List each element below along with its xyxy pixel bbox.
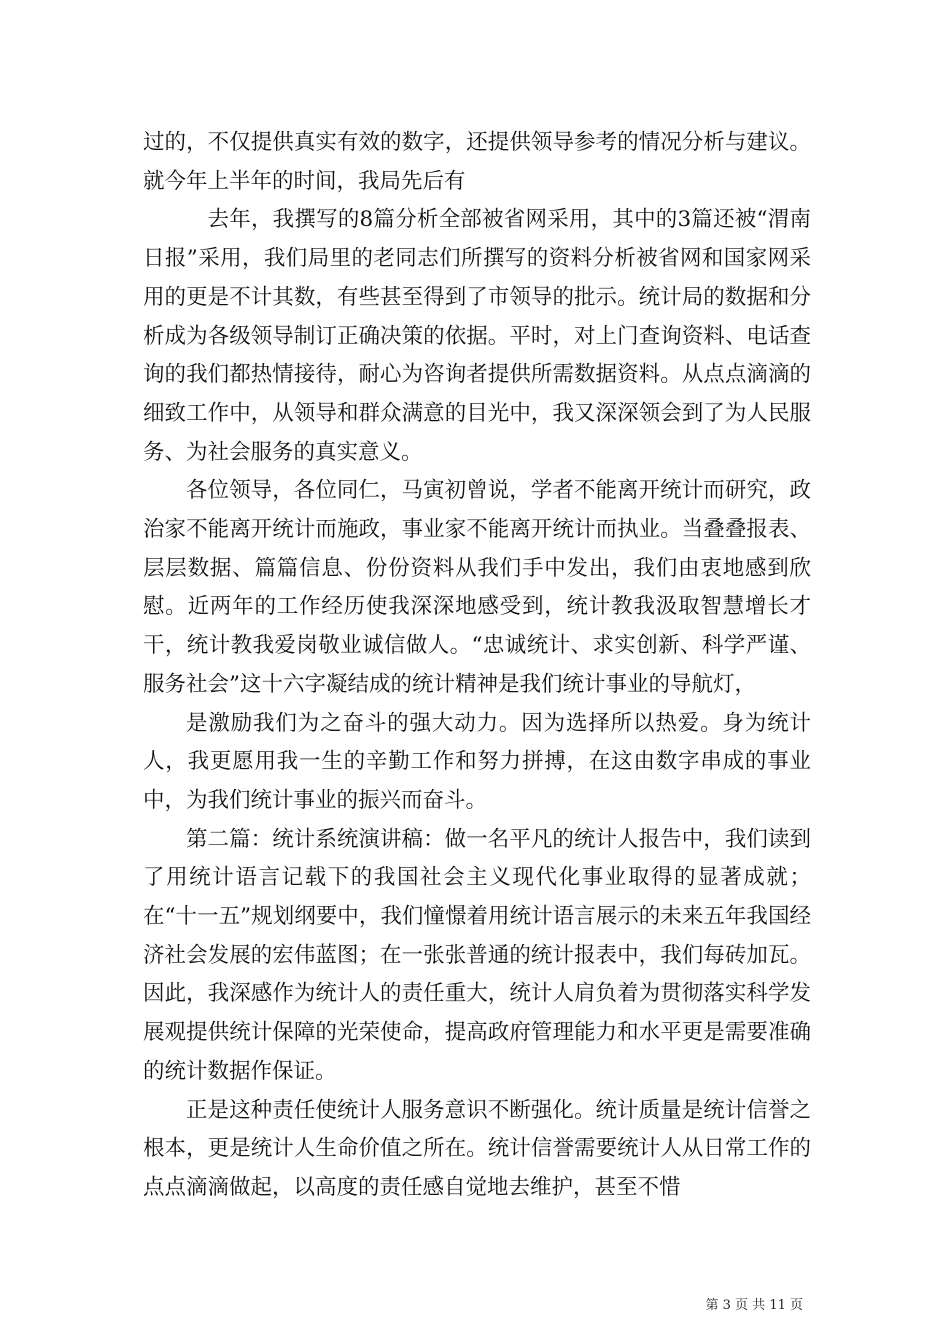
page-number-footer: 第 3 页 共 11 页: [705, 1298, 803, 1313]
paragraph-5: 第二篇：统计系统演讲稿：做一名平凡的统计人报告中，我们读到了用统计语言记载下的我国社会主义现代化事业取得的显著成就；在“十一五”规划纲要中，我们憧憬着用统计语言展示的未来五年我国经济社会发展的宏伟蓝图；在一张张普通的统计报表中，我们每砖加瓦。因此，我深感作为统计人的责任重大，统计人肩负着为贯彻落实科学发展观提供统计保障的光荣使命，提高政府管理能力和水平更是需要准确的统计数据作保证。: [143, 826, 811, 1084]
paragraph-1: 过的，不仅提供真实有效的数字，还提供领导参考的情况分析与建议。就今年上半年的时间，我局先后有: [143, 130, 811, 194]
paragraph-2: 去年，我撰写的8篇分析全部被省网采用，其中的3篇还被“渭南日报”采用，我们局里的老同志们所撰写的资料分析被省网和国家网采用的更是不计其数，有些甚至得到了市领导的批示。统计局的数据和分析成为各级领导制订正确决策的依据。平时，对上门查询资料、电话查询的我们都热情接待，耐心为咨询者提供所需数据资料。从点点滴滴的细致工作中，从领导和群众满意的目光中，我又深深领会到了为人民服务、为社会服务的真实意义。: [143, 207, 811, 465]
document-body: [143, 124, 811, 1208]
paragraph-6: 正是这种责任使统计人服务意识不断强化。统计质量是统计信誉之根本，更是统计人生命价值之所在。统计信誉需要统计人从日常工作的点点滴滴做起，以高度的责任感自觉地去维护，甚至不惜: [143, 1097, 811, 1200]
paragraph-4: 是激励我们为之奋斗的强大动力。因为选择所以热爱。身为统计人，我更愿用我一生的辛勤工作和努力拼搏，在这由数字串成的事业中，为我们统计事业的振兴而奋斗。: [143, 710, 811, 813]
paragraph-3: 各位领导，各位同仁，马寅初曾说，学者不能离开统计而研究，政治家不能离开统计而施政，事业家不能离开统计而执业。当叠叠报表、层层数据、篇篇信息、份份资料从我们手中发出，我们由衷地感到欣慰。近两年的工作经历使我深深地感受到，统计教我汲取智慧增长才干，统计教我爱岗敬业诚信做人。“忠诚统计、求实创新、科学严谨、服务社会”这十六字凝结成的统计精神是我们统计事业的导航灯，: [143, 478, 811, 697]
